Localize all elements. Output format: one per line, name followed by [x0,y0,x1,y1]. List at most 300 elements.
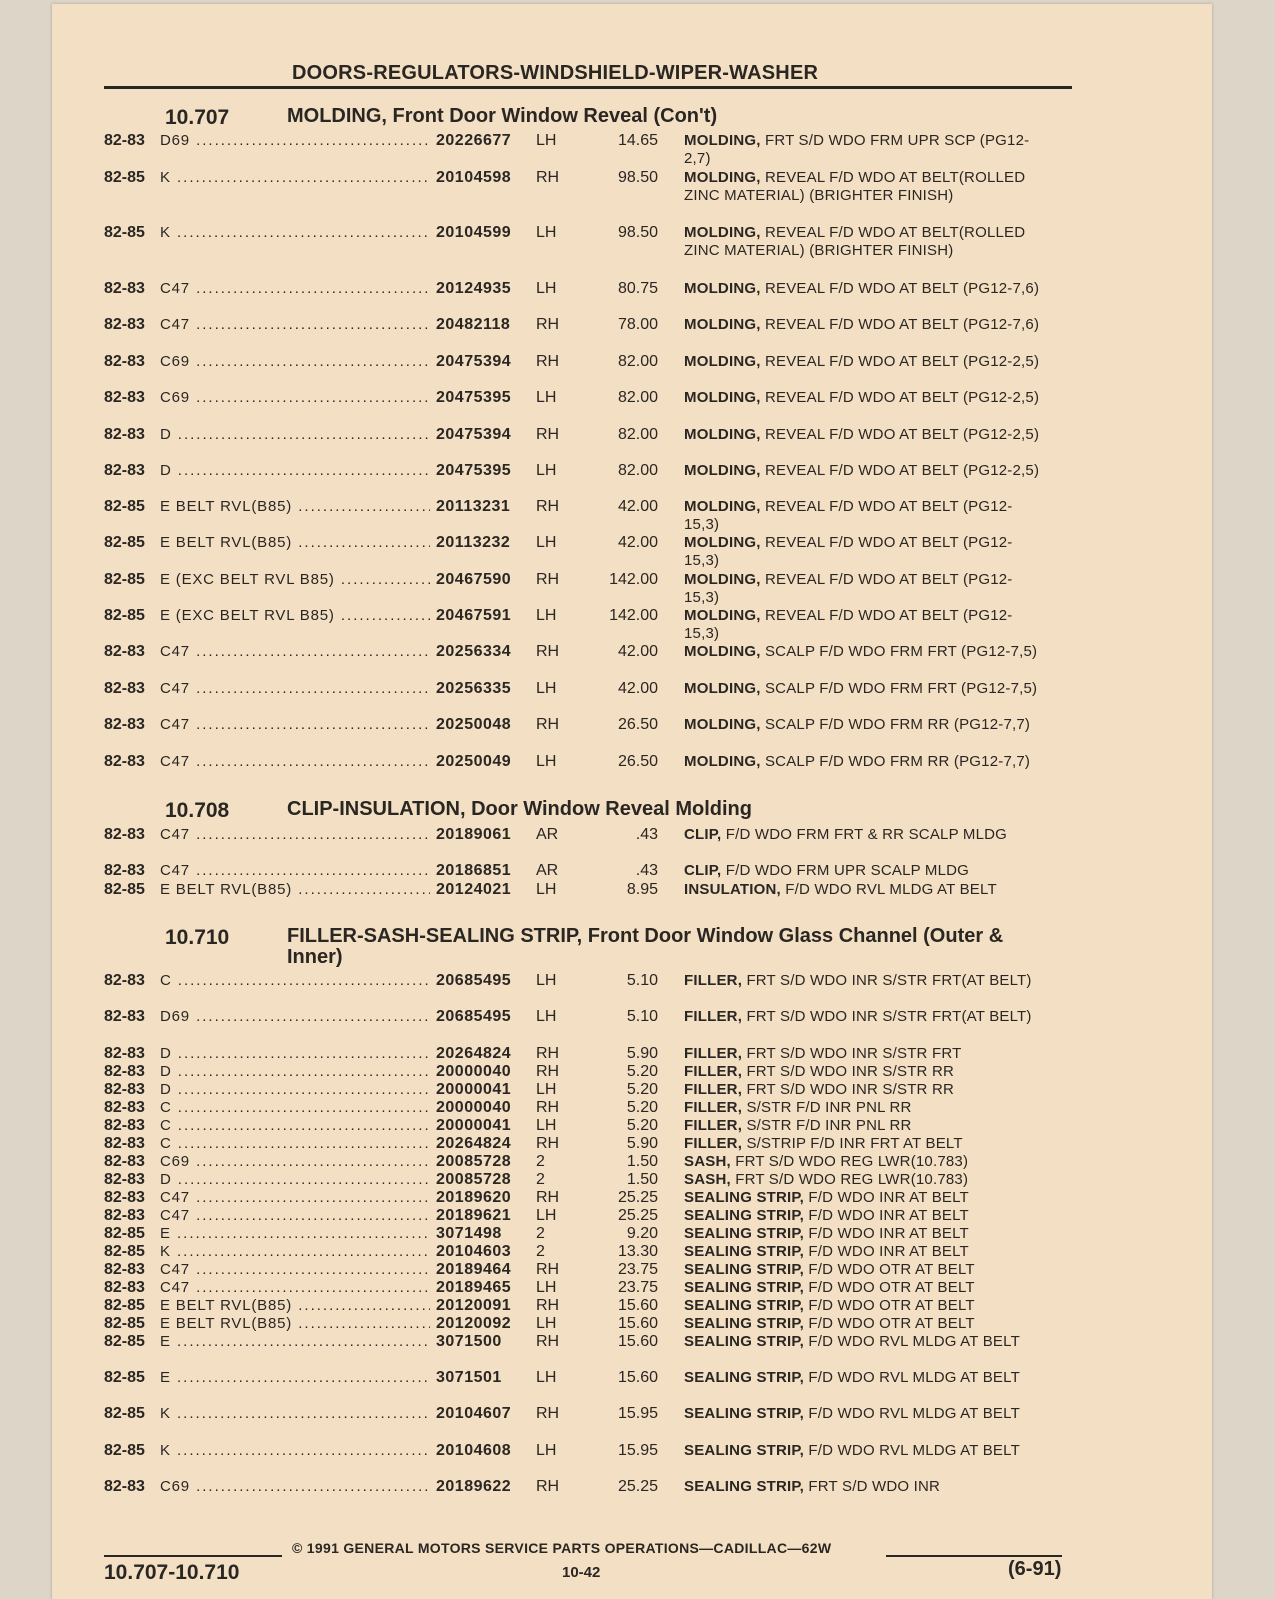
part-name: SEALING STRIP, [684,1207,805,1224]
list-price: 98.50 [617,224,658,241]
part-name: SEALING STRIP, [684,1279,805,1296]
part-detail: REVEAL F/D WDO AT BELT (PG12-2,5) [764,426,1040,443]
body-model: D ..... [160,1045,430,1062]
side-qty: RH [536,1405,560,1422]
side-qty: RH [536,169,560,186]
model-year: 82-83 [104,680,145,697]
part-description [684,753,1044,771]
part-description [684,534,1044,570]
part-detail: FRT S/D WDO REG LWR(10.783) [735,1171,969,1188]
side-qty: RH [536,643,560,660]
part-name: FILLER, [684,1117,743,1134]
part-row [104,1081,1104,1099]
model-year: 82-83 [104,1279,145,1296]
part-number: 20124935 [436,280,512,297]
part-number: 20189464 [436,1261,512,1278]
model-year: 82-85 [104,1442,145,1459]
model-year: 82-85 [104,1405,145,1422]
side-qty: LH [536,462,557,479]
part-row [104,1135,1104,1153]
footer-copyright: © 1991 GENERAL MOTORS SERVICE PARTS OPERATIONS—CADILLAC—62W [292,1540,832,1556]
part-number: 20685495 [436,1008,512,1025]
model-year: 82-83 [104,643,145,660]
list-price: 5.20 [626,1063,658,1080]
part-description [684,1243,1044,1261]
part-number: 20256334 [436,643,512,660]
part-name: FILLER, [684,972,743,989]
part-description [684,1225,1044,1243]
part-row [104,972,1104,1008]
part-description [684,607,1044,643]
part-description [684,1008,1044,1026]
part-number: 20226677 [436,132,512,149]
list-price: .43 [635,862,658,879]
part-description [684,169,1044,205]
part-name: FILLER, [684,1099,743,1116]
part-description [684,1405,1044,1423]
footer-page-number: 10-42 [562,1564,601,1581]
model-year: 82-85 [104,1369,145,1386]
part-detail: F/D WDO OTR AT BELT [808,1297,975,1314]
body-model: E BELT RVL(B85) ..... [160,534,430,551]
body-model: D ..... [160,462,430,479]
model-year: 82-83 [104,1045,145,1062]
part-detail: F/D WDO OTR AT BELT [808,1261,975,1278]
list-price: 1.50 [626,1171,658,1188]
part-number: 20113231 [436,498,511,515]
part-number: 20085728 [436,1171,512,1188]
part-number: 20085728 [436,1153,512,1170]
model-year: 82-83 [104,462,145,479]
part-description [684,716,1044,734]
list-price: 5.20 [626,1117,658,1134]
part-name: FILLER, [684,1135,743,1152]
part-name: SEALING STRIP, [684,1369,805,1386]
footer-section-range: 10.707-10.710 [104,1561,240,1584]
part-number: 20467590 [436,571,512,588]
part-name: SEALING STRIP, [684,1297,805,1314]
part-row [104,680,1104,716]
part-row [104,169,1104,205]
model-year: 82-85 [104,607,145,624]
side-qty: RH [536,316,560,333]
list-price: 15.60 [617,1315,658,1332]
part-description [684,1315,1044,1333]
part-number: 20104598 [436,169,512,186]
part-name: SEALING STRIP, [684,1225,805,1242]
part-row [104,881,1104,917]
part-name: MOLDING, [684,534,761,551]
part-description [684,1261,1044,1279]
part-number: 20250048 [436,716,512,733]
part-row [104,1063,1104,1081]
part-row [104,389,1104,425]
part-number: 20256335 [436,680,512,697]
part-number: 20000040 [436,1063,512,1080]
part-row [104,1153,1104,1171]
part-name: SASH, [684,1171,731,1188]
part-detail: F/D WDO INR AT BELT [808,1207,969,1224]
part-number: 20467591 [436,607,512,624]
body-model: C47 ..... [160,1261,430,1278]
part-description [684,571,1044,607]
part-number: 20000041 [436,1081,512,1098]
part-name: FILLER, [684,1045,743,1062]
model-year: 82-83 [104,1081,145,1098]
part-description [684,1369,1044,1387]
part-description [684,1297,1044,1315]
list-price: 8.95 [626,881,658,898]
list-price: 98.50 [617,169,658,186]
body-model: C69 ..... [160,353,430,370]
part-name: MOLDING, [684,426,761,443]
part-name: MOLDING, [684,132,761,149]
side-qty: LH [536,680,557,697]
list-price: 78.00 [617,316,658,333]
side-qty: RH [536,426,560,443]
part-description [684,1207,1044,1225]
list-price: 14.65 [617,132,658,149]
side-qty: LH [536,1315,557,1332]
part-row [104,607,1104,643]
part-detail: F/D WDO RVL MLDG AT BELT [808,1442,1020,1459]
part-description [684,462,1044,480]
part-name: FILLER, [684,1008,743,1025]
part-number: 20104603 [436,1243,512,1260]
model-year: 82-83 [104,1063,145,1080]
body-model: C47 ..... [160,1189,430,1206]
part-detail: REVEAL F/D WDO AT BELT (PG12-2,5) [764,353,1040,370]
part-number: 20104599 [436,224,512,241]
part-row [104,1189,1104,1207]
model-year: 82-83 [104,716,145,733]
part-number: 3071501 [436,1369,502,1386]
part-name: MOLDING, [684,316,761,333]
side-qty: RH [536,571,560,588]
list-price: 5.90 [626,1135,658,1152]
section-title: CLIP-INSULATION, Door Window Reveal Molding [287,798,752,820]
body-model: D69 ..... [160,1008,430,1025]
part-number: 20186851 [436,862,512,879]
part-number: 20000040 [436,1099,512,1116]
section-title: FILLER-SASH-SEALING STRIP, Front Door Window Glass Channel (Outer & Inner) [287,925,1004,968]
body-model: C ..... [160,1135,430,1152]
side-qty: LH [536,1081,557,1098]
body-model: C47 ..... [160,753,430,770]
list-price: 82.00 [617,389,658,406]
part-description [684,1333,1044,1351]
part-description [684,426,1044,444]
part-name: MOLDING, [684,498,761,515]
side-qty: AR [536,862,559,879]
model-year: 82-85 [104,1297,145,1314]
part-number: 20475394 [436,353,512,370]
part-detail: S/STR F/D INR PNL RR [746,1099,912,1116]
model-year: 82-83 [104,1207,145,1224]
part-detail: FRT S/D WDO REG LWR(10.783) [735,1153,969,1170]
part-number: 20120091 [436,1297,512,1314]
part-number: 20685495 [436,972,512,989]
body-model: C69 ..... [160,1153,430,1170]
list-price: 26.50 [617,716,658,733]
part-detail: SCALP F/D WDO FRM RR (PG12-7,7) [764,716,1031,733]
part-row [104,426,1104,462]
part-number: 3071500 [436,1333,502,1350]
model-year: 82-85 [104,571,145,588]
part-detail: REVEAL F/D WDO AT BELT (PG12-15,3) [684,498,1013,533]
part-number: 20250049 [436,753,512,770]
body-model: C47 ..... [160,716,430,733]
body-model: E BELT RVL(B85) ..... [160,1297,430,1314]
part-detail: FRT S/D WDO INR S/STR RR [746,1063,955,1080]
part-row [104,1117,1104,1135]
body-model: E BELT RVL(B85) ..... [160,1315,430,1332]
part-description [684,1063,1044,1081]
side-qty: RH [536,1478,560,1495]
list-price: 23.75 [617,1279,658,1296]
part-name: MOLDING, [684,643,761,660]
list-price: 5.20 [626,1081,658,1098]
list-price: 13.30 [617,1243,658,1260]
part-name: MOLDING, [684,280,761,297]
part-description [684,353,1044,371]
part-number: 20104607 [436,1405,512,1422]
part-name: MOLDING, [684,571,761,588]
part-name: FILLER, [684,1081,743,1098]
model-year: 82-85 [104,1333,145,1350]
part-description [684,1099,1044,1117]
part-detail: F/D WDO FRM FRT & RR SCALP MLDG [725,826,1008,843]
part-row [104,280,1104,316]
model-year: 82-85 [104,224,145,241]
part-description [684,1189,1044,1207]
part-name: SEALING STRIP, [684,1478,805,1495]
part-name: SEALING STRIP, [684,1261,805,1278]
part-number: 20189620 [436,1189,512,1206]
body-model: C69 ..... [160,1478,430,1495]
part-number: 20189621 [436,1207,512,1224]
part-detail: SCALP F/D WDO FRM FRT (PG12-7,5) [764,643,1038,660]
model-year: 82-83 [104,1135,145,1152]
part-detail: FRT S/D WDO INR S/STR FRT [746,1045,962,1062]
list-price: 1.50 [626,1153,658,1170]
side-qty: LH [536,132,557,149]
part-row [104,462,1104,498]
part-detail: FRT S/D WDO INR S/STR FRT(AT BELT) [746,972,1032,989]
list-price: 15.60 [617,1333,658,1350]
list-price: 23.75 [617,1261,658,1278]
part-row [104,753,1104,789]
part-description [684,1153,1044,1171]
section-number: 10.710 [165,926,230,949]
part-row [104,571,1104,607]
part-row [104,1008,1104,1044]
model-year: 82-85 [104,498,145,515]
side-qty: RH [536,1135,560,1152]
part-row [104,716,1104,752]
list-price: 82.00 [617,353,658,370]
side-qty: RH [536,1063,560,1080]
part-number: 20000041 [436,1117,512,1134]
body-model: D ..... [160,426,430,443]
side-qty: 2 [536,1243,545,1260]
side-qty: RH [536,1099,560,1116]
list-price: 25.25 [617,1207,658,1224]
body-model: C ..... [160,1117,430,1134]
part-detail: REVEAL F/D WDO AT BELT (PG12-15,3) [684,534,1013,569]
body-model: C69 ..... [160,389,430,406]
section-number: 10.708 [165,799,230,822]
part-row [104,224,1104,260]
part-name: MOLDING, [684,680,761,697]
list-price: 142.00 [609,607,658,624]
part-detail: F/D WDO RVL MLDG AT BELT [785,881,997,898]
part-number: 20189622 [436,1478,512,1495]
part-description [684,826,1044,844]
part-number: 20475395 [436,389,512,406]
part-row [104,1333,1104,1369]
part-row [104,1279,1104,1297]
body-model: D ..... [160,1081,430,1098]
list-price: 25.25 [617,1478,658,1495]
part-detail: REVEAL F/D WDO AT BELT (PG12-15,3) [684,571,1013,606]
body-model: C ..... [160,972,430,989]
part-description [684,1442,1044,1460]
part-detail: F/D WDO RVL MLDG AT BELT [808,1369,1020,1386]
part-detail: F/D WDO RVL MLDG AT BELT [808,1405,1020,1422]
part-detail: FRT S/D WDO INR S/STR RR [746,1081,955,1098]
model-year: 82-83 [104,426,145,443]
part-row [104,1369,1104,1405]
part-number: 20120092 [436,1315,512,1332]
part-description [684,224,1044,260]
body-model: K ..... [160,169,430,186]
part-detail: SCALP F/D WDO FRM FRT (PG12-7,5) [764,680,1038,697]
section-title: MOLDING, Front Door Window Reveal (Con't) [287,105,718,127]
model-year: 82-83 [104,1261,145,1278]
footer-rule-right [886,1555,1062,1557]
part-row [104,1045,1104,1063]
model-year: 82-83 [104,1153,145,1170]
part-description [684,316,1044,334]
side-qty: RH [536,1297,560,1314]
body-model: K ..... [160,1442,430,1459]
part-detail: F/D WDO INR AT BELT [808,1243,969,1260]
part-number: 20475395 [436,462,512,479]
part-detail: FRT S/D WDO INR S/STR FRT(AT BELT) [746,1008,1032,1025]
body-model: D69 ..... [160,132,430,149]
model-year: 82-85 [104,1225,145,1242]
part-detail: F/D WDO INR AT BELT [808,1189,969,1206]
part-name: MOLDING, [684,607,761,624]
part-row [104,1171,1104,1189]
model-year: 82-83 [104,972,145,989]
part-detail: F/D WDO OTR AT BELT [808,1315,975,1332]
part-row [104,1261,1104,1279]
model-year: 82-83 [104,1478,145,1495]
model-year: 82-83 [104,1099,145,1116]
side-qty: LH [536,753,557,770]
part-name: MOLDING, [684,716,761,733]
list-price: 15.95 [617,1442,658,1459]
part-description [684,1045,1044,1063]
body-model: C47 ..... [160,826,430,843]
side-qty: LH [536,1207,557,1224]
part-number: 3071498 [436,1225,502,1242]
list-price: 42.00 [617,498,658,515]
part-description [684,1279,1044,1297]
part-description [684,1135,1044,1153]
side-qty: 2 [536,1153,545,1170]
part-description [684,972,1044,990]
side-qty: RH [536,1261,560,1278]
side-qty: RH [536,1189,560,1206]
part-detail: S/STR F/D INR PNL RR [746,1117,912,1134]
part-detail: S/STRIP F/D INR FRT AT BELT [746,1135,963,1152]
side-qty: LH [536,1117,557,1134]
part-number: 20189465 [436,1279,512,1296]
model-year: 82-83 [104,353,145,370]
body-model: K ..... [160,224,430,241]
model-year: 82-83 [104,1008,145,1025]
part-description [684,1478,1044,1496]
part-description [684,389,1044,407]
model-year: 82-83 [104,316,145,333]
part-name: INSULATION, [684,881,781,898]
model-year: 82-85 [104,881,145,898]
section-number: 10.707 [165,106,230,129]
model-year: 82-83 [104,1117,145,1134]
part-description [684,132,1044,168]
footer-revision-date: (6-91) [1008,1558,1062,1580]
part-number: 20264824 [436,1045,512,1062]
body-model: C47 ..... [160,1279,430,1296]
part-detail: REVEAL F/D WDO AT BELT (PG12-7,6) [764,280,1040,297]
catalog-page [52,4,1212,1599]
part-name: MOLDING, [684,753,761,770]
model-year: 82-83 [104,862,145,879]
part-name: MOLDING, [684,462,761,479]
model-year: 82-85 [104,169,145,186]
body-model: E (EXC BELT RVL B85) ..... [160,571,430,588]
part-detail: F/D WDO INR AT BELT [808,1225,969,1242]
body-model: E ..... [160,1333,430,1350]
list-price: 82.00 [617,462,658,479]
part-number: 20264824 [436,1135,512,1152]
part-row [104,1315,1104,1333]
body-model: E ..... [160,1369,430,1386]
part-row [104,1243,1104,1261]
part-row [104,132,1104,168]
part-detail: REVEAL F/D WDO AT BELT (PG12-2,5) [764,462,1040,479]
part-name: SASH, [684,1153,731,1170]
part-row [104,643,1104,679]
body-model: K ..... [160,1405,430,1422]
part-description [684,280,1044,298]
model-year: 82-85 [104,534,145,551]
list-price: 15.95 [617,1405,658,1422]
list-price: 5.10 [626,972,658,989]
part-name: MOLDING, [684,389,761,406]
header-rule [104,86,1072,89]
part-number: 20113232 [436,534,511,551]
list-price: 5.20 [626,1099,658,1116]
part-detail: SCALP F/D WDO FRM RR (PG12-7,7) [764,753,1031,770]
side-qty: LH [536,1279,557,1296]
model-year: 82-85 [104,1243,145,1260]
list-price: .43 [635,826,658,843]
part-number: 20189061 [436,826,512,843]
